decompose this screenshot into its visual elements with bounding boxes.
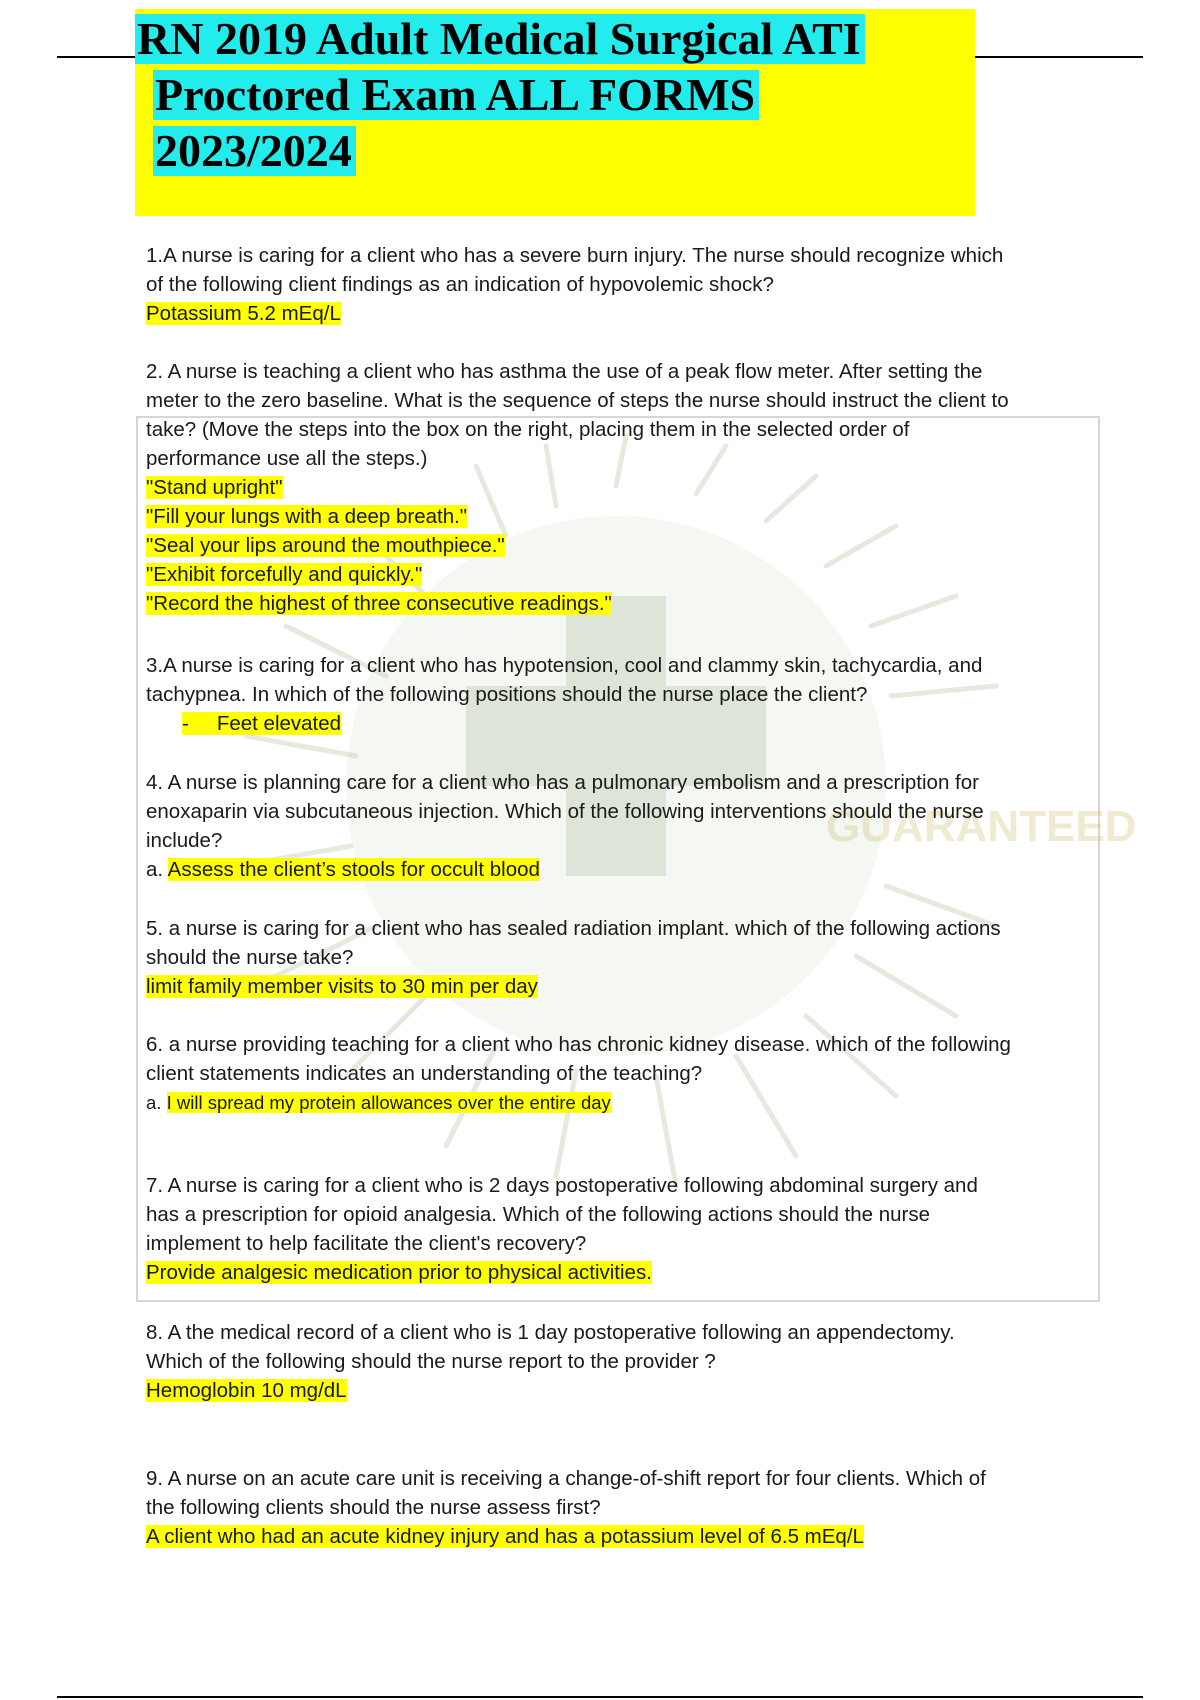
question-2-line-4: performance use all the steps.) — [146, 447, 428, 470]
question-4-answer: Assess the client’s stools for occult blood — [167, 858, 540, 881]
question-6-line-1: 6. a nurse providing teaching for a client who has chronic kidney disease. which of the following — [146, 1033, 1011, 1056]
title-line-2: Proctored Exam ALL FORMS — [153, 70, 759, 120]
question-2-answer-5: "Record the highest of three consecutive readings." — [146, 592, 612, 615]
question-4 — [146, 768, 1086, 884]
question-4-line-2: enoxaparin via subcutaneous injection. Which of the following interventions should the nurse — [146, 800, 984, 823]
question-5-line-1: 5. a nurse is caring for a client who has sealed radiation implant. which of the following actions — [146, 917, 1001, 940]
question-2-line-2: meter to the zero baseline. What is the sequence of steps the nurse should instruct the client to — [146, 389, 1009, 412]
question-3-answer-bullet: - — [182, 712, 189, 735]
question-9-line-2: the following clients should the nurse assess first? — [146, 1496, 601, 1519]
title-line-3: 2023/2024 — [153, 126, 356, 176]
question-9-line-1: 9. A nurse on an acute care unit is receiving a change-of-shift report for four clients. Which of — [146, 1467, 986, 1490]
question-2-line-3: take? (Move the steps into the box on the right, placing them in the selected order of — [146, 418, 910, 441]
question-5-line-2: should the nurse take? — [146, 946, 354, 969]
question-2-answer-2: "Fill your lungs with a deep breath." — [146, 505, 468, 528]
question-6-answer: I will spread my protein allowances over the entire day — [166, 1092, 611, 1113]
question-4-line-1: 4. A nurse is planning care for a client who has a pulmonary embolism and a prescription for — [146, 771, 979, 794]
question-7 — [146, 1171, 1086, 1287]
question-7-line-1: 7. A nurse is caring for a client who is 2 days postoperative following abdominal surgery and — [146, 1174, 978, 1197]
question-2-line-1: 2. A nurse is teaching a client who has asthma the use of a peak flow meter. After setting the — [146, 360, 983, 383]
question-1-answer: Potassium 5.2 mEq/L — [146, 302, 341, 325]
question-6-line-2: client statements indicates an understanding of the teaching? — [146, 1062, 703, 1085]
question-1-line-1: 1.A nurse is caring for a client who has a severe burn injury. The nurse should recognize which — [146, 244, 1004, 267]
question-3-line-2: tachypnea. In which of the following positions should the nurse place the client? — [146, 683, 868, 706]
question-2-answer-1: "Stand upright" — [146, 476, 283, 499]
question-7-line-3: implement to help facilitate the client's recovery? — [146, 1232, 587, 1255]
question-3-answer: Feet elevated — [189, 712, 341, 735]
top-rule-right — [975, 56, 1143, 58]
question-5 — [146, 914, 1086, 1001]
question-2 — [146, 357, 1086, 618]
bottom-rule — [57, 1696, 1143, 1698]
question-8-line-2: Which of the following should the nurse report to the provider ? — [146, 1350, 716, 1373]
question-2-answer-4: "Exhibit forcefully and quickly." — [146, 563, 423, 586]
question-8-answer: Hemoglobin 10 mg/dL — [146, 1379, 347, 1402]
question-6-answer-prefix: a. — [146, 1092, 167, 1113]
question-6 — [146, 1030, 1086, 1117]
question-7-answer: Provide analgesic medication prior to physical activities. — [146, 1261, 652, 1284]
question-2-answer-3: "Seal your lips around the mouthpiece." — [146, 534, 505, 557]
question-8-line-1: 8. A the medical record of a client who is 1 day postoperative following an appendectomy. — [146, 1321, 955, 1344]
title-line-1: RN 2019 Adult Medical Surgical ATI — [135, 14, 865, 64]
watermark-text: GUARANTEED — [826, 802, 1137, 851]
question-7-line-2: has a prescription for opioid analgesia. Which of the following actions should the nurse — [146, 1203, 931, 1226]
question-3-line-1: 3.A nurse is caring for a client who has hypotension, cool and clammy skin, tachycardia, and — [146, 654, 983, 677]
question-1 — [146, 241, 1086, 328]
question-9 — [146, 1464, 1086, 1551]
question-3 — [146, 651, 1086, 738]
question-9-answer: A client who had an acute kidney injury and has a potassium level of 6.5 mEq/L — [146, 1525, 864, 1548]
question-1-line-2: of the following client findings as an indication of hypovolemic shock? — [146, 273, 774, 296]
question-4-answer-prefix: a. — [146, 858, 168, 881]
question-5-answer: limit family member visits to 30 min per day — [146, 975, 538, 998]
question-8 — [146, 1318, 1086, 1405]
top-rule-left — [57, 56, 135, 58]
question-4-line-3: include? — [146, 829, 223, 852]
